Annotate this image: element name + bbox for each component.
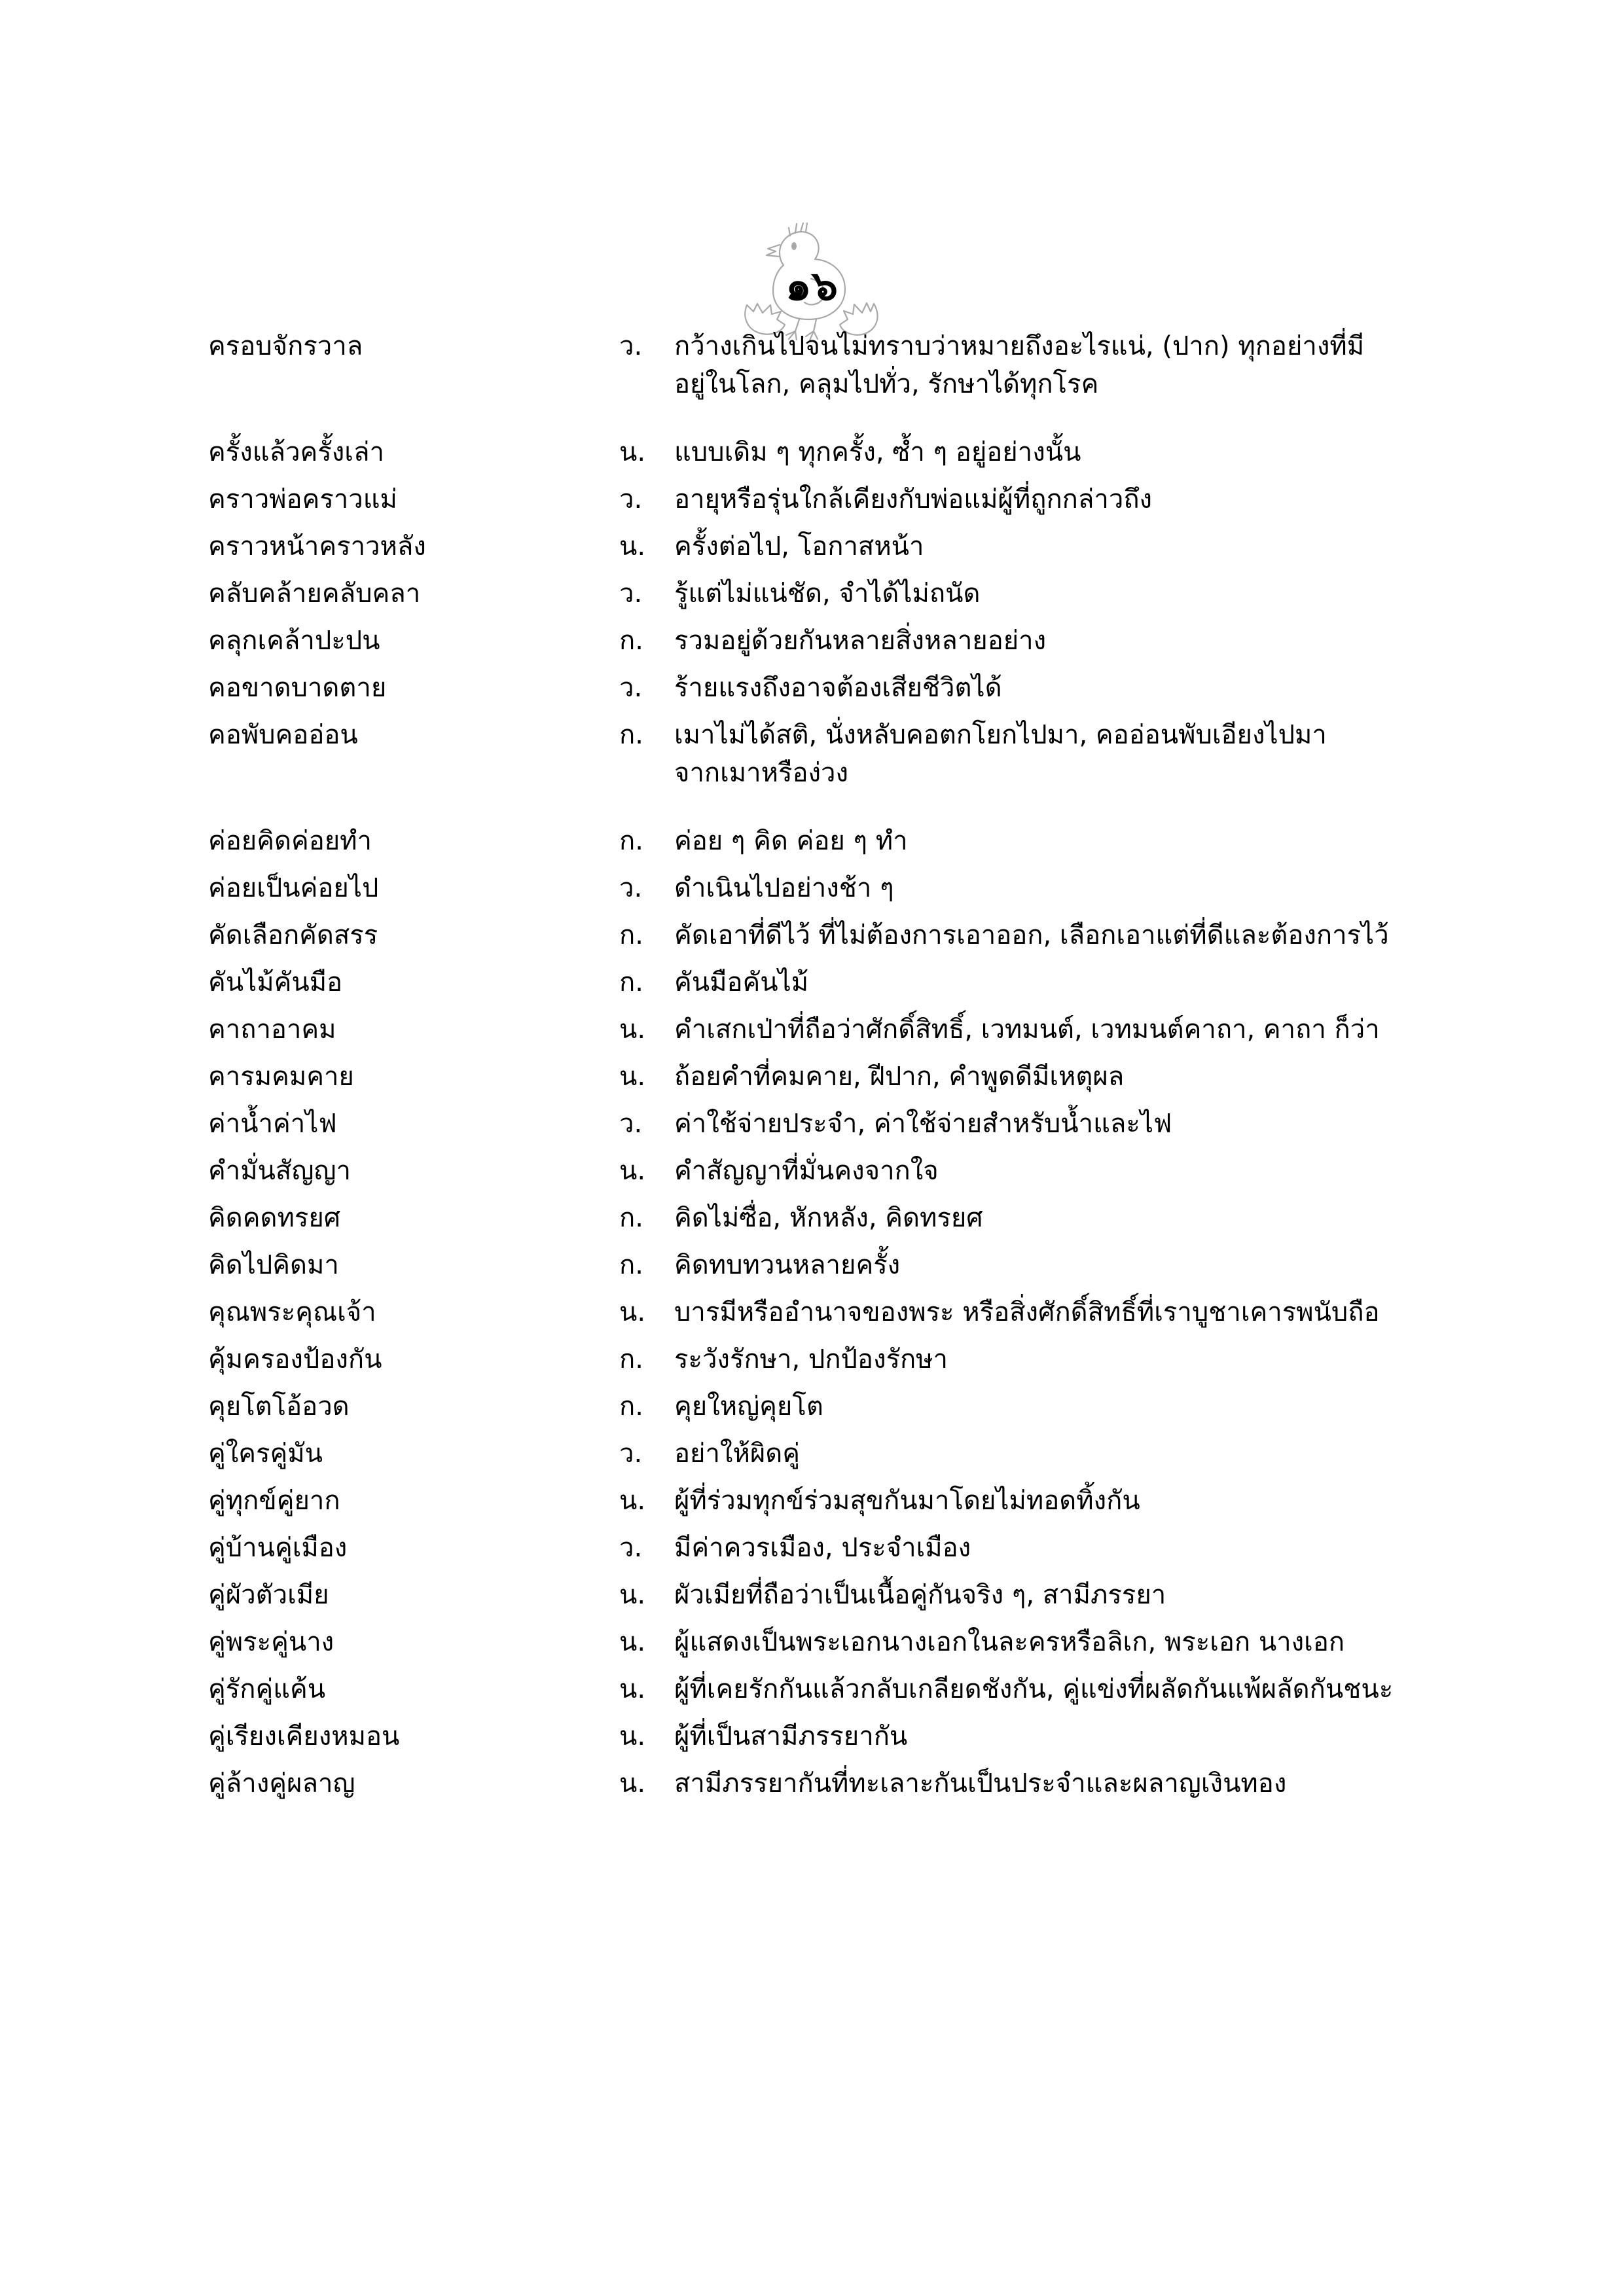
dictionary-entry bbox=[208, 1152, 1452, 1190]
entry-definition bbox=[674, 327, 1452, 403]
entry-part-of-speech: น. bbox=[619, 1674, 646, 1704]
entry-headword: คันไม้คันมือ bbox=[208, 967, 343, 997]
entry-headword: คู่บ้านคู่เมือง bbox=[208, 1533, 348, 1563]
entry-definition bbox=[674, 1199, 1452, 1237]
dictionary-entry bbox=[208, 575, 1452, 613]
entry-part-of-speech: ว. bbox=[619, 673, 643, 703]
entry-headword: คำมั่นสัญญา bbox=[208, 1156, 351, 1186]
entry-headword: ครอบจักรวาล bbox=[208, 331, 363, 361]
entry-part-of-speech: ก. bbox=[619, 626, 643, 656]
entry-part-of-speech: ว. bbox=[619, 484, 643, 514]
entry-headword: คู่ล้างคู่ผลาญ bbox=[208, 1768, 355, 1799]
entry-definition bbox=[674, 1435, 1452, 1473]
dictionary-entry bbox=[208, 480, 1452, 518]
entry-headword: คารมคมคาย bbox=[208, 1062, 354, 1092]
entry-definition bbox=[674, 1293, 1452, 1331]
entry-definition bbox=[674, 433, 1452, 471]
dictionary-entry bbox=[208, 1340, 1452, 1378]
entry-definition bbox=[674, 869, 1452, 907]
entry-definition bbox=[674, 1670, 1452, 1708]
entry-part-of-speech: ว. bbox=[619, 873, 643, 903]
entry-headword: คลับคล้ายคลับคลา bbox=[208, 579, 421, 609]
dictionary-entry bbox=[208, 716, 1452, 792]
entry-definition bbox=[674, 1765, 1452, 1803]
dictionary-entry bbox=[208, 1529, 1452, 1567]
entry-headword: คุ้มครองป้องกัน bbox=[208, 1344, 382, 1374]
dictionary-entry bbox=[208, 1199, 1452, 1237]
dictionary-entry bbox=[208, 1105, 1452, 1143]
entry-headword: คู่พระคู่นาง bbox=[208, 1627, 334, 1657]
entry-part-of-speech: ว. bbox=[619, 331, 643, 361]
entry-definition bbox=[674, 963, 1452, 1001]
entry-definition bbox=[674, 1011, 1452, 1049]
entry-definition-line: คัดเอาที่ดีไว้ ที่ไม่ต้องการเอาออก, เลือกเอาแต่ที่ดีและต้องการไว้ bbox=[674, 920, 1389, 950]
entry-definition-line: บารมีหรืออำนาจของพระ หรือสิ่งศักดิ์สิทธิ์ที่เราบูชาเคารพนับถือ bbox=[674, 1297, 1380, 1327]
entry-definition-line: คิดทบทวนหลายครั้ง bbox=[674, 1250, 901, 1280]
entry-definition-line: ดำเนินไปอย่างช้า ๆ bbox=[674, 873, 894, 903]
entry-headword: คราวหน้าคราวหลัง bbox=[208, 531, 426, 562]
entry-definition bbox=[674, 1623, 1452, 1661]
entry-definition bbox=[674, 1717, 1452, 1755]
dictionary-entry bbox=[208, 1670, 1452, 1708]
entry-definition bbox=[674, 716, 1452, 792]
entry-headword: คอพับคออ่อน bbox=[208, 720, 358, 750]
dictionary-entry bbox=[208, 1717, 1452, 1755]
entry-part-of-speech: น. bbox=[619, 1768, 646, 1799]
entry-part-of-speech: น. bbox=[619, 531, 646, 562]
entry-headword: คู่ผัวตัวเมีย bbox=[208, 1580, 329, 1610]
dictionary-entry bbox=[208, 669, 1452, 707]
dictionary-entry bbox=[208, 1388, 1452, 1426]
entry-part-of-speech: น. bbox=[619, 1014, 646, 1045]
entry-headword: ค่อยเป็นค่อยไป bbox=[208, 873, 379, 903]
entry-definition-line: อายุหรือรุ่นใกล้เคียงกับพ่อแม่ผู้ที่ถูกกล่าวถึง bbox=[674, 484, 1153, 514]
entry-definition bbox=[674, 1246, 1452, 1284]
entry-definition bbox=[674, 669, 1452, 707]
entry-definition bbox=[674, 1482, 1452, 1520]
dictionary-entry bbox=[208, 1765, 1452, 1803]
dictionary-entry bbox=[208, 433, 1452, 471]
entry-definition-line: ค่อย ๆ คิด ค่อย ๆ ทำ bbox=[674, 826, 908, 856]
entry-part-of-speech: ก. bbox=[619, 967, 643, 997]
entry-definition-line: ผู้ที่ร่วมทุกข์ร่วมสุขกันมาโดยไม่ทอดทิ้งกัน bbox=[674, 1486, 1140, 1516]
entry-headword: ครั้งแล้วครั้งเล่า bbox=[208, 437, 384, 467]
entry-headword: คุณพระคุณเจ้า bbox=[208, 1297, 376, 1327]
entry-definition bbox=[674, 1340, 1452, 1378]
entry-part-of-speech: ก. bbox=[619, 1203, 643, 1233]
entry-definition-line: อย่าให้ผิดคู่ bbox=[674, 1439, 800, 1469]
entry-part-of-speech: ก. bbox=[619, 720, 643, 750]
dictionary-entry bbox=[208, 528, 1452, 565]
page-number: ๑๖ bbox=[785, 262, 839, 310]
dictionary-entry bbox=[208, 1293, 1452, 1331]
entry-headword: คอขาดบาดตาย bbox=[208, 673, 387, 703]
dictionary-entry bbox=[208, 869, 1452, 907]
entry-definition-line: ผู้ที่เป็นสามีภรรยากัน bbox=[674, 1721, 908, 1751]
entry-definition bbox=[674, 480, 1452, 518]
entry-definition-line: สามีภรรยากันที่ทะเลาะกันเป็นประจำและผลาญเงินทอง bbox=[674, 1768, 1287, 1799]
entry-definition bbox=[674, 1058, 1452, 1096]
dictionary-entry bbox=[208, 963, 1452, 1001]
entry-part-of-speech: น. bbox=[619, 1580, 646, 1610]
dictionary-entry bbox=[208, 822, 1452, 860]
entry-part-of-speech: ว. bbox=[619, 1533, 643, 1563]
entry-part-of-speech: ก. bbox=[619, 1391, 643, 1422]
entry-definition-line: กว้างเกินไปจนไม่ทราบว่าหมายถึงอะไรแน่, (ปาก) ทุกอย่างที่มี bbox=[674, 331, 1365, 361]
entry-definition-line: ระวังรักษา, ปกป้องรักษา bbox=[674, 1344, 948, 1374]
entry-definition-line: รวมอยู่ด้วยกันหลายสิ่งหลายอย่าง bbox=[674, 626, 1047, 656]
entry-definition-line: เมาไม่ได้สติ, นั่งหลับคอตกโยกไปมา, คออ่อนพับเอียงไปมา bbox=[674, 720, 1327, 750]
entry-definition-line: รู้แต่ไม่แน่ชัด, จำได้ไม่ถนัด bbox=[674, 579, 981, 609]
entry-headword: คิดไปคิดมา bbox=[208, 1250, 339, 1280]
entry-definition bbox=[674, 528, 1452, 565]
entry-definition-line: ครั้งต่อไป, โอกาสหน้า bbox=[674, 531, 924, 562]
entry-part-of-speech: น. bbox=[619, 437, 646, 467]
entry-part-of-speech: น. bbox=[619, 1627, 646, 1657]
entry-definition bbox=[674, 1529, 1452, 1567]
entry-part-of-speech: น. bbox=[619, 1062, 646, 1092]
entry-definition bbox=[674, 1576, 1452, 1614]
entry-headword: ค่อยคิดค่อยทำ bbox=[208, 826, 372, 856]
entry-headword: คู่รักคู่แค้น bbox=[208, 1674, 326, 1704]
entry-headword: คัดเลือกคัดสรร bbox=[208, 920, 378, 950]
dictionary-entry bbox=[208, 1058, 1452, 1096]
entry-part-of-speech: ก. bbox=[619, 826, 643, 856]
entry-definition bbox=[674, 1152, 1452, 1190]
entry-definition-line: คิดไม่ซื่อ, หักหลัง, คิดทรยศ bbox=[674, 1203, 983, 1233]
entry-definition-line: ค่าใช้จ่ายประจำ, ค่าใช้จ่ายสำหรับน้ำและไฟ bbox=[674, 1109, 1172, 1139]
dictionary-entry bbox=[208, 1482, 1452, 1520]
entry-definition-line: แบบเดิม ๆ ทุกครั้ง, ซ้ำ ๆ อยู่อย่างนั้น bbox=[674, 437, 1081, 467]
entry-part-of-speech: ก. bbox=[619, 920, 643, 950]
entry-part-of-speech: น. bbox=[619, 1721, 646, 1751]
entry-definition bbox=[674, 916, 1452, 954]
entry-definition bbox=[674, 575, 1452, 613]
entry-definition-line: ผู้ที่เคยรักกันแล้วกลับเกลียดชังกัน, คู่แข่งที่ผลัดกันแพ้ผลัดกันชนะ bbox=[674, 1674, 1394, 1704]
entry-headword: คราวพ่อคราวแม่ bbox=[208, 484, 397, 514]
entry-definition-line: จากเมาหรือง่วง bbox=[674, 758, 849, 788]
entry-list bbox=[208, 327, 1452, 1812]
page-header bbox=[0, 216, 1624, 340]
entry-definition-line: ผู้แสดงเป็นพระเอกนางเอกในละครหรือลิเก, พระเอก นางเอก bbox=[674, 1627, 1345, 1657]
entry-headword: ค่าน้ำค่าไฟ bbox=[208, 1109, 337, 1139]
entry-part-of-speech: ก. bbox=[619, 1344, 643, 1374]
entry-headword: คู่ทุกข์คู่ยาก bbox=[208, 1486, 340, 1516]
entry-part-of-speech: ว. bbox=[619, 579, 643, 609]
chick-hatching-icon bbox=[727, 216, 897, 340]
entry-part-of-speech: น. bbox=[619, 1297, 646, 1327]
dictionary-entry bbox=[208, 1623, 1452, 1661]
entry-part-of-speech: ว. bbox=[619, 1109, 643, 1139]
dictionary-entry bbox=[208, 327, 1452, 403]
dictionary-entry bbox=[208, 1576, 1452, 1614]
entry-definition-line: มีค่าควรเมือง, ประจำเมือง bbox=[674, 1533, 971, 1563]
entry-definition bbox=[674, 1388, 1452, 1426]
entry-part-of-speech: ว. bbox=[619, 1439, 643, 1469]
entry-part-of-speech: ก. bbox=[619, 1250, 643, 1280]
dictionary-entry bbox=[208, 1246, 1452, 1284]
entry-definition-line: ร้ายแรงถึงอาจต้องเสียชีวิตได้ bbox=[674, 673, 1002, 703]
entry-headword: คู่ใครคู่มัน bbox=[208, 1439, 323, 1469]
entry-definition-line: คำเสกเป่าที่ถือว่าศักดิ์สิทธิ์, เวทมนต์, เวทมนต์คาถา, คาถา ก็ว่า bbox=[674, 1014, 1380, 1045]
entry-part-of-speech: น. bbox=[619, 1486, 646, 1516]
dictionary-entry bbox=[208, 622, 1452, 660]
entry-definition-line: อยู่ในโลก, คลุมไปทั่ว, รักษาได้ทุกโรค bbox=[674, 369, 1099, 399]
entry-headword: คลุกเคล้าปะปน bbox=[208, 626, 380, 656]
entry-headword: คาถาอาคม bbox=[208, 1014, 336, 1045]
entry-part-of-speech: น. bbox=[619, 1156, 646, 1186]
entry-headword: คุยโตโอ้อวด bbox=[208, 1391, 350, 1422]
entry-definition-line: คันมือคันไม้ bbox=[674, 967, 809, 997]
entry-definition-line: คุยใหญ่คุยโต bbox=[674, 1391, 823, 1422]
dictionary-entry bbox=[208, 1435, 1452, 1473]
entry-definition bbox=[674, 1105, 1452, 1143]
entry-definition bbox=[674, 622, 1452, 660]
dictionary-entry bbox=[208, 1011, 1452, 1049]
entry-headword: คู่เรียงเคียงหมอน bbox=[208, 1721, 400, 1751]
entry-definition-line: ผัวเมียที่ถือว่าเป็นเนื้อคู่กันจริง ๆ, สามีภรรยา bbox=[674, 1580, 1166, 1610]
entry-headword: คิดคดทรยศ bbox=[208, 1203, 341, 1233]
entry-definition bbox=[674, 822, 1452, 860]
entry-definition-line: คำสัญญาที่มั่นคงจากใจ bbox=[674, 1156, 939, 1186]
dictionary-entry bbox=[208, 916, 1452, 954]
entry-definition-line: ถ้อยคำที่คมคาย, ฝีปาก, คำพูดดีมีเหตุผล bbox=[674, 1062, 1125, 1092]
